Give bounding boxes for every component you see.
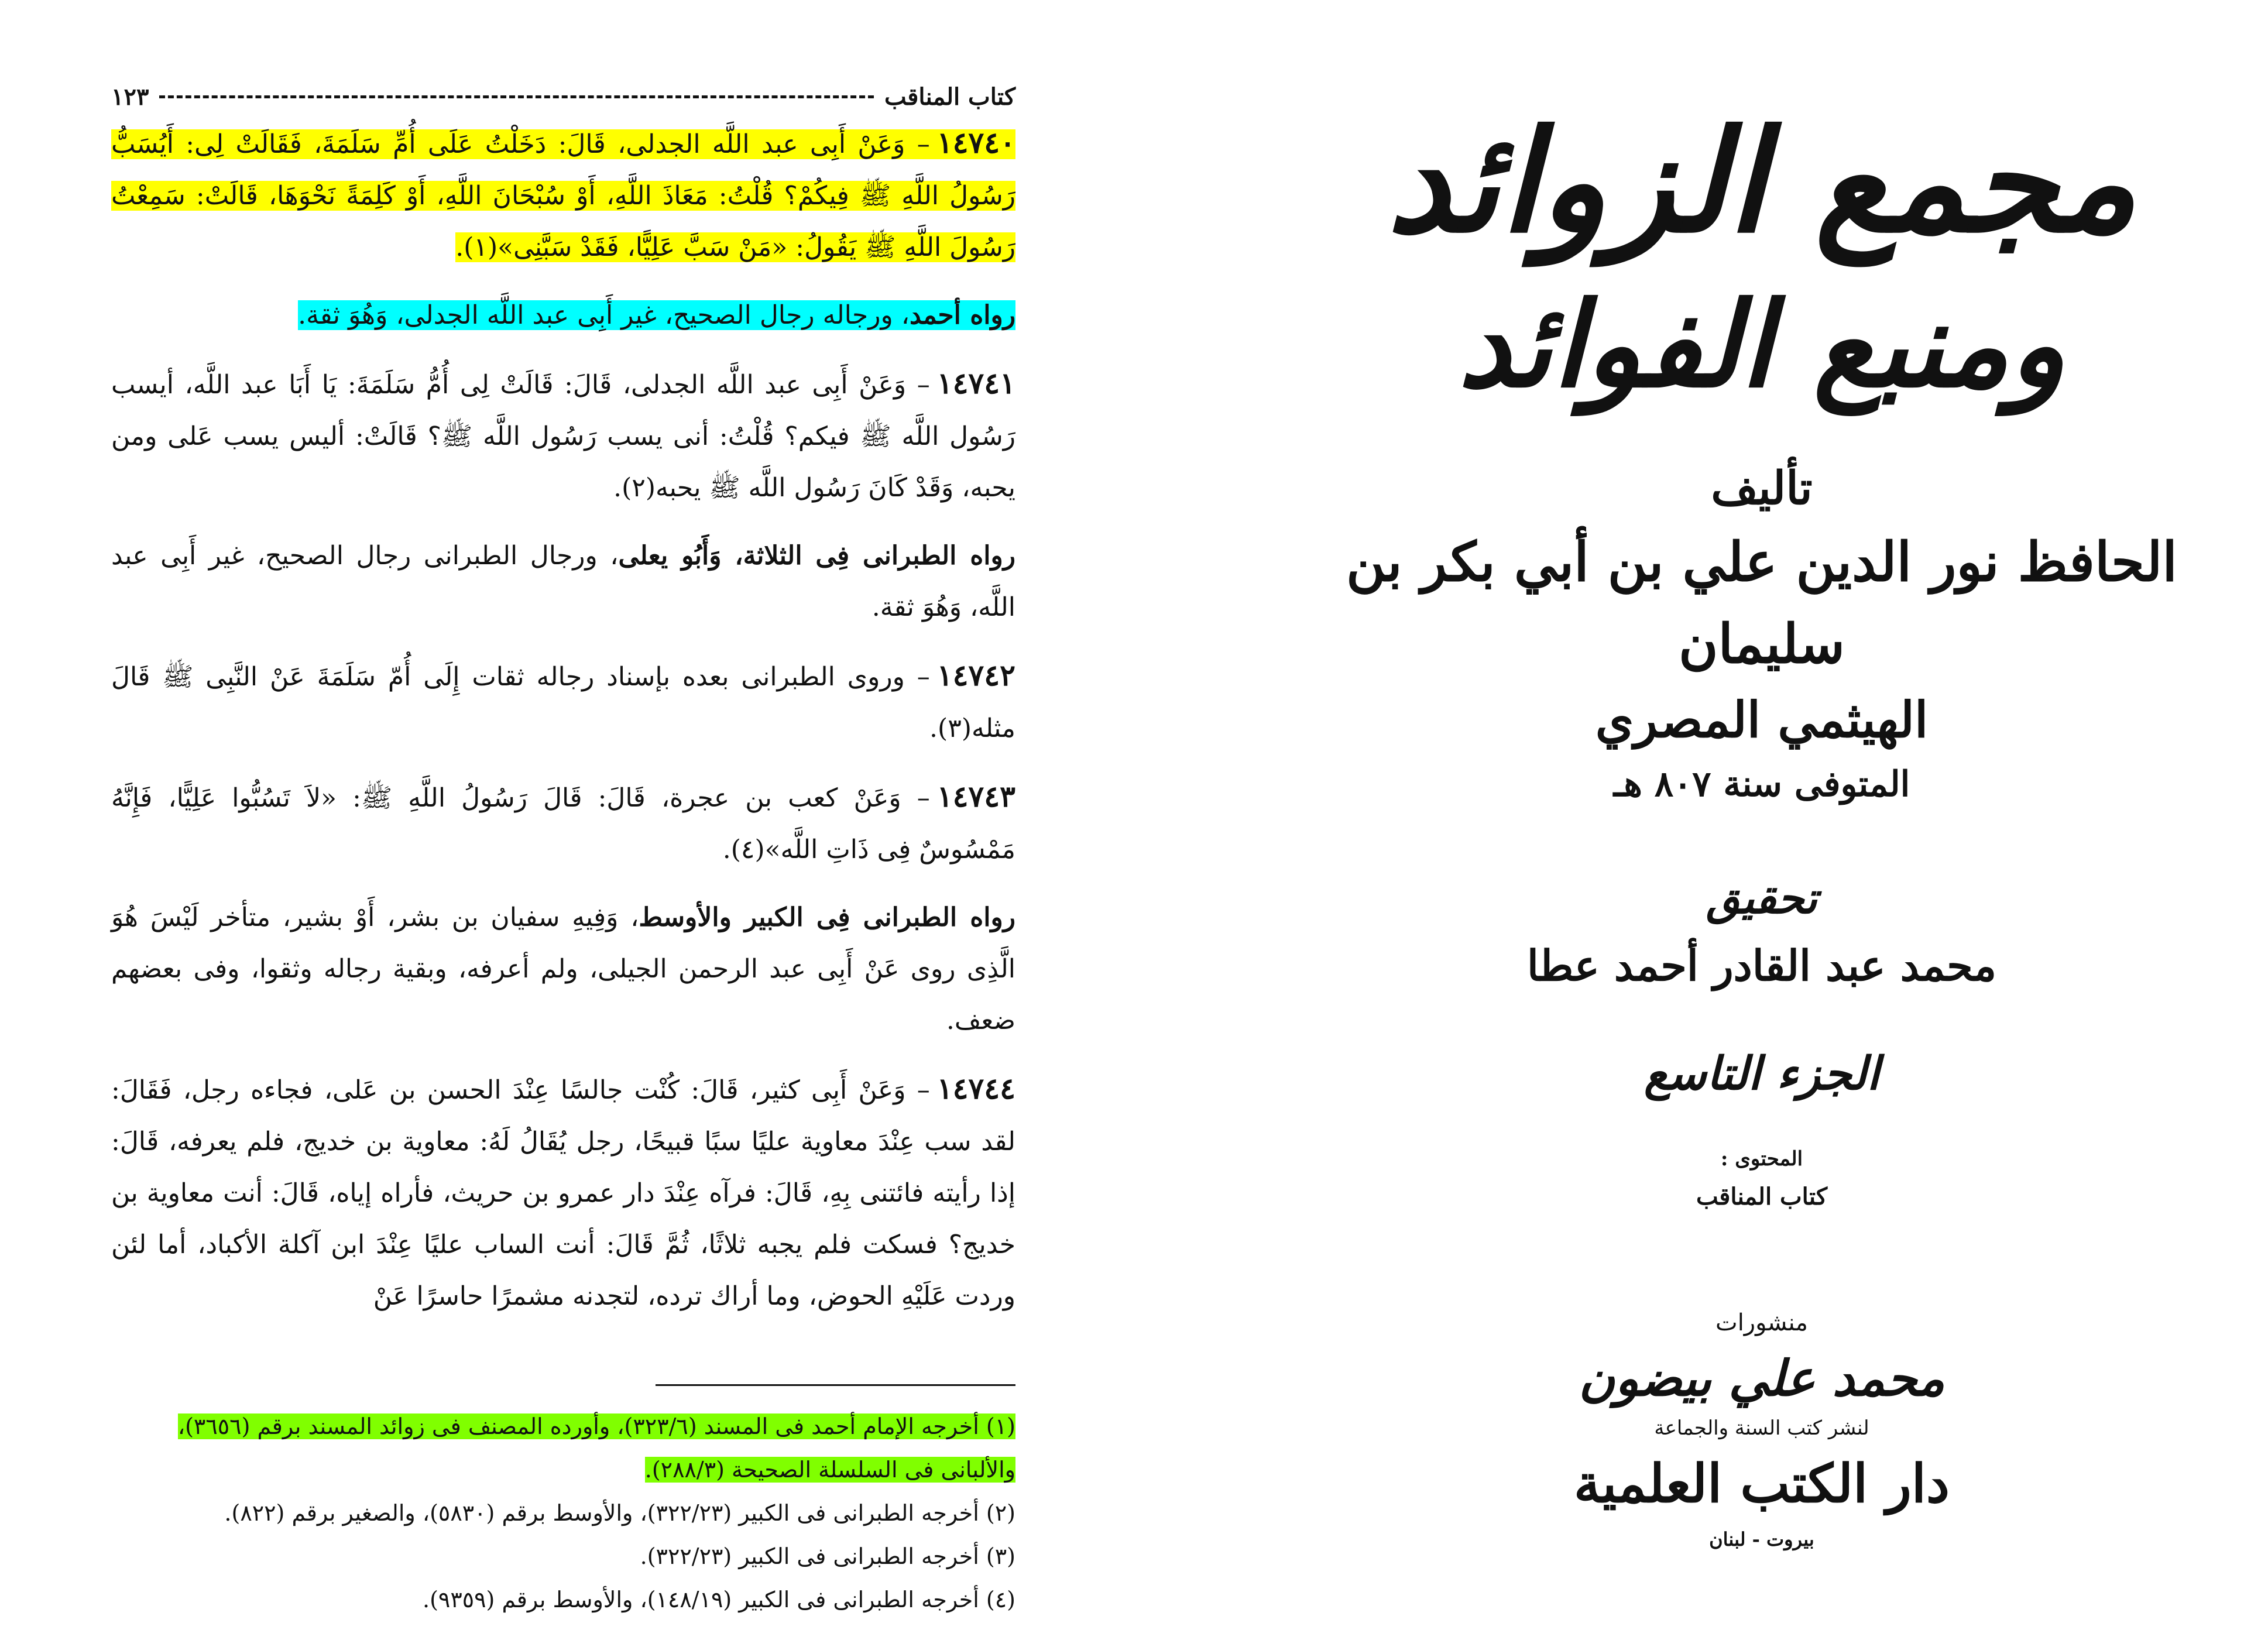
hadith-text: – وَعَنْ أَبِى كثير، قَالَ: كُنْت جالسًا عِنْدَ الحسن بن عَلى، فجاءه رجل، فَقَالَ: لقد سب عِنْدَ معاوية عليًا سبًا قبيحًا، رجل يُقَالُ لَهُ: معاوية بن خديج، فلم يعرفه، قَالَ: إذا رأيته فائتنى بِهِ، قَالَ: فرآه عِنْدَ دار عمرو بن حريث، فأراه إياه، قَالَ: أنت معاوية بن خديج؟ فسكت فلم يجبه ثلاثًا، ثُمَّ قَالَ: أنت الساب عليًا عِنْدَ ابن آكلة الأكباد، أما لئن وردت عَلَيْهِ الحوض، وما أراك ترده، لتجدنه مشمرًا حاسرًا عَنْ bbox=[111, 1075, 1015, 1311]
author-label: تأليف bbox=[1711, 462, 1813, 515]
publishing-house: دار الكتب العلمية bbox=[1574, 1453, 1950, 1515]
death-date: المتوفى سنة ٨٠٧ هـ bbox=[1613, 764, 1910, 805]
grading-14740 bbox=[111, 290, 1015, 341]
book-subtitle: ومنبع الفوائد bbox=[1458, 276, 2065, 414]
header-dashed-rule bbox=[159, 95, 874, 98]
highlight-green: (١) أخرجه الإمام أحمد فى المسند (٣٢٣/٦)، وأورده المصنف فى زوائد المسند برقم (٣٦٥٦)، والألبانى فى السلسلة الصحيحة (٢٨٨/٣). bbox=[177, 1413, 1015, 1483]
left-page bbox=[111, 59, 1016, 1612]
hadith-number: ١٤٧٤٢ bbox=[936, 658, 1015, 692]
publisher-city: بيروت - لبنان bbox=[1709, 1528, 1814, 1550]
contents-label: المحتوى : bbox=[1720, 1147, 1803, 1171]
grading-source: رواه الطبرانى فِى الثلاثة، وَأَبُو يعلى bbox=[618, 541, 1016, 571]
footnote-2: (٢) أخرجه الطبرانى فى الكبير (٣٢٢/٢٣)، والأوسط برقم (٥٨٣٠)، والصغير برقم (٨٢٢). bbox=[224, 1500, 1015, 1526]
hadith-14741 bbox=[111, 358, 1015, 514]
hadith-14743 bbox=[111, 771, 1015, 876]
running-head bbox=[111, 70, 1015, 123]
grading-text: ، ورجال الطبرانى رجال الصحيح، غير أَبِى عبد اللَّه، وَهُوَ ثقة. bbox=[111, 541, 1015, 622]
page-number: ١٢٣ bbox=[111, 83, 149, 111]
grading-text: ، وَفِيهِ سفيان بن بشر، أَوْ بشير، متأخر لَيْسَ هُوَ الَّذِى روى عَنْ أَبِى عبد الرحمن الجيلى، ولم أعرفه، وبقية رجاله وثقوا، وفى بعضهم ضعف. bbox=[111, 903, 1015, 1035]
publisher-label: منشورات bbox=[1715, 1309, 1808, 1336]
grading-source: رواه الطبرانى فِى الكبير والأوسط bbox=[639, 903, 1016, 932]
hadith-text: – وَعَنْ كعب بن عجرة، قَالَ: قَالَ رَسُولُ اللَّهِ ﷺ: «لاَ تَسُبُّوا عَلِيًّا، فَإِنَّهُ مَمْسُوسٌ فِى ذَاتِ اللَّه»(٤). bbox=[111, 783, 1015, 864]
editor-name: محمد عبد القادر أحمد عطا bbox=[1526, 941, 1997, 990]
footnote-4: (٤) أخرجه الطبرانى فى الكبير (١٤٨/١٩)، والأوسط برقم (٩٣٥٩). bbox=[423, 1587, 1015, 1612]
title-page bbox=[1329, 94, 2195, 1592]
book-section-title: كتاب المناقب bbox=[884, 83, 1015, 111]
hadith-number: ١٤٧٤٣ bbox=[936, 779, 1015, 814]
grading-14741 bbox=[111, 530, 1015, 633]
book-title: مجمع الزوائد bbox=[1387, 99, 2137, 264]
grading-text: ، ورجاله رجال الصحيح، غير أَبِى عبد اللَّه الجدلى، وَهُوَ ثقة. bbox=[298, 300, 910, 330]
highlight-cyan bbox=[298, 300, 1015, 330]
hadith-number: ١٤٧٤١ bbox=[936, 366, 1015, 400]
contents-item: كتاب المناقب bbox=[1696, 1183, 1827, 1210]
hadith-number: ١٤٧٤٠ bbox=[936, 125, 1015, 160]
highlight-yellow bbox=[111, 125, 1015, 262]
author-nisba: الهيثمي المصري bbox=[1595, 691, 1929, 749]
grading-14743 bbox=[111, 892, 1015, 1047]
hadith-14740 bbox=[111, 117, 1015, 273]
footnote-1 bbox=[111, 1405, 1015, 1491]
hadith-14742 bbox=[111, 650, 1015, 754]
footnotes bbox=[111, 1405, 1015, 1621]
footnote-separator bbox=[656, 1384, 1015, 1386]
footnote-3: (٣) أخرجه الطبرانى فى الكبير (٣٢٢/٢٣). bbox=[640, 1543, 1015, 1569]
hadith-14744 bbox=[111, 1063, 1015, 1322]
editor-label: تحقيق bbox=[1706, 873, 1817, 924]
hadith-text: – وَعَنْ أَبِى عبد اللَّه الجدلى، قَالَ: قَالَتْ لِى أُمُّ سَلَمَةَ: يَا أَبَا عبد اللَّه، أيسب رَسُول اللَّه ﷺ فيكم؟ قُلْتُ: أنى يسب رَسُول اللَّه ﷺ؟ قَالَتْ: أليس يسب عَلى ومن يحبه، وَقَدْ كَانَ رَسُول اللَّه ﷺ يحبه(٢). bbox=[111, 370, 1015, 503]
hadith-text: – وروى الطبرانى بعده بإسناد رجاله ثقات إِلَى أُمّ سَلَمَةَ عَنْ النَّبِى ﷺ قَالَ مثله(٣). bbox=[111, 662, 1015, 743]
grading-source: رواه أحمد bbox=[909, 300, 1015, 330]
author-name: الحافظ نور الدين علي بن أبي بكر بن سليمان bbox=[1346, 530, 2177, 675]
publisher-name: محمد علي بيضون bbox=[1579, 1349, 1945, 1407]
publisher-description: لنشر كتب السنة والجماعة bbox=[1654, 1416, 1869, 1440]
volume-label: الجزء التاسع bbox=[1643, 1047, 1880, 1100]
body-text bbox=[111, 117, 1015, 1339]
hadith-number: ١٤٧٤٤ bbox=[936, 1071, 1015, 1106]
hadith-text: – وَعَنْ أَبِى عبد اللَّه الجدلى، قَالَ: دَخَلْتُ عَلَى أُمِّ سَلَمَةَ، فَقَالَتْ لِى: أَيُسَبُّ رَسُولُ اللَّهِ ﷺ فِيكُمْ؟ قُلْتُ: مَعَاذَ اللَّهِ، أَوْ سُبْحَانَ اللَّهِ، أَوْ كَلِمَةً نَحْوَهَا، قَالَتْ: سَمِعْتُ رَسُولَ اللَّهِ ﷺ يَقُولُ: «مَنْ سَبَّ عَلِيًّا، فَقَدْ سَبَّنِى»(١). bbox=[111, 129, 1015, 262]
